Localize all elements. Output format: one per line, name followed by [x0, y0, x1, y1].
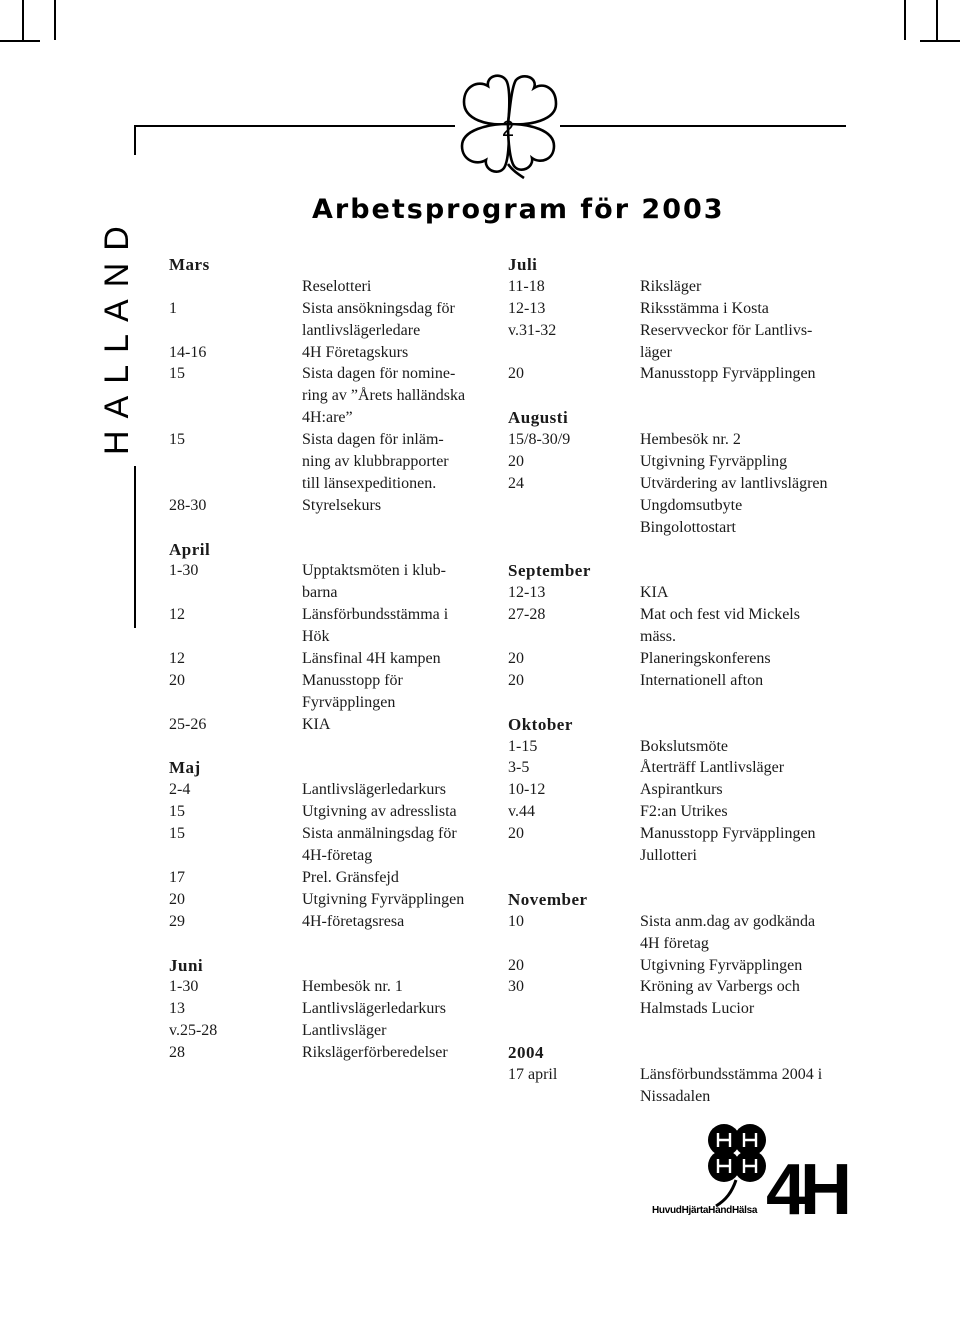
schedule-entry — [169, 976, 499, 998]
header-rule-left — [135, 125, 455, 127]
blank-line — [508, 867, 858, 889]
schedule-entry — [169, 363, 499, 385]
month-heading: Juli — [508, 255, 538, 274]
entry-date: 1-30 — [169, 978, 199, 996]
entry-date: 27-28 — [508, 606, 546, 624]
schedule-entry — [508, 911, 858, 933]
schedule-entry — [508, 495, 858, 517]
month-heading: November — [508, 889, 588, 909]
schedule-column-right — [508, 254, 858, 1108]
blank-line — [508, 692, 858, 714]
entry-text: Halmstads Lucior — [640, 1000, 755, 1018]
entry-date: 1 — [169, 299, 177, 317]
entry-text: ring av ”Årets halländska — [302, 387, 466, 405]
entry-date: 15 — [169, 825, 185, 843]
entry-date: v.44 — [508, 803, 535, 821]
entry-text: Lantlivslägerledarkurs — [302, 1000, 446, 1018]
entry-date: 15/8-30/9 — [508, 431, 571, 449]
entry-text: 4H Företagskurs — [302, 343, 409, 361]
entry-date: 17 — [169, 868, 185, 886]
entry-text: Fyrväpplingen — [302, 693, 396, 711]
entry-date: 1-30 — [169, 562, 199, 580]
entry-date: 14-16 — [169, 343, 207, 361]
blank-line — [169, 933, 499, 955]
header-rule-right — [560, 125, 846, 127]
schedule-entry — [169, 560, 499, 582]
schedule-entry — [508, 998, 858, 1020]
entry-date: 12 — [169, 650, 185, 668]
schedule-entry — [169, 1020, 499, 1042]
month-heading: September — [508, 561, 591, 581]
entry-date: 29 — [169, 912, 185, 930]
entry-date: 28-30 — [169, 496, 207, 514]
month-heading: Mars — [169, 255, 210, 274]
entry-date: 30 — [508, 978, 524, 996]
entry-date: 13 — [169, 1000, 185, 1018]
entry-text: Riksstämma i Kosta — [640, 299, 769, 317]
schedule-entry — [169, 998, 499, 1020]
schedule-entry — [169, 911, 499, 933]
schedule-entry — [508, 757, 858, 779]
schedule-entry — [508, 626, 858, 648]
schedule-entry — [508, 801, 858, 823]
entry-date: 12 — [169, 606, 185, 624]
entry-text: Länsfinal 4H kampen — [302, 650, 441, 668]
entry-text: lantlivslägerledare — [302, 321, 421, 339]
schedule-entry — [508, 670, 858, 692]
entry-text: Utgivning av adresslista — [302, 803, 457, 821]
side-rule-bottom — [134, 466, 136, 628]
side-rule-top — [134, 125, 136, 155]
schedule-entry — [169, 276, 499, 298]
schedule-entry — [169, 473, 499, 495]
crop-mark — [0, 40, 40, 42]
entry-text: Sista dagen för inläm- — [302, 431, 444, 449]
entry-text: Sista anmälningsdag för — [302, 825, 457, 843]
entry-text: mäss. — [640, 628, 676, 646]
entry-text: Hök — [302, 628, 330, 646]
entry-text: Sista ansökningsdag för — [302, 299, 455, 317]
side-title: HALLAND — [98, 214, 136, 455]
entry-text: Hembesök nr. 1 — [302, 978, 403, 996]
entry-text: Sista dagen för nomine- — [302, 365, 456, 383]
entry-text: Utgivning Fyrväppling — [640, 453, 788, 471]
entry-text: Manusstopp Fyrväpplingen — [640, 365, 816, 383]
entry-text: Planeringskonferens — [640, 650, 771, 668]
entry-date: 25-26 — [169, 715, 207, 733]
four-leaf-clover-icon — [708, 1124, 766, 1206]
entry-text: KIA — [640, 584, 669, 602]
schedule-entry — [169, 385, 499, 407]
entry-text: Mat och fest vid Mickels — [640, 606, 800, 624]
crop-mark — [920, 40, 960, 42]
entry-text: Hembesök nr. 2 — [640, 431, 741, 449]
entry-date: 1-15 — [508, 737, 538, 755]
schedule-entry — [508, 933, 858, 955]
schedule-entry — [169, 320, 499, 342]
blank-line — [508, 385, 858, 407]
schedule-entry — [169, 823, 499, 845]
crop-mark — [904, 0, 906, 40]
entry-text: Rikslägerförberedelser — [302, 1044, 448, 1062]
entry-text: 4H:are” — [302, 409, 353, 427]
schedule-entry — [508, 363, 858, 385]
entry-text: Kröning av Varbergs och — [640, 978, 800, 996]
entry-text: Ungdomsutbyte — [640, 496, 743, 514]
entry-text: Utvärdering av lantlivslägren — [640, 474, 828, 492]
month-heading: 2004 — [508, 1043, 544, 1063]
blank-line — [169, 736, 499, 758]
schedule-entry — [508, 736, 858, 758]
entry-date: 20 — [508, 650, 524, 668]
entry-text: Manusstopp för — [302, 671, 403, 689]
blank-line — [169, 517, 499, 539]
entry-date: 20 — [508, 365, 524, 383]
schedule-entry — [169, 714, 499, 736]
schedule-entry — [169, 495, 499, 517]
crop-mark — [936, 0, 938, 40]
logo-mark: 4H — [765, 1150, 847, 1220]
entry-text: Utgivning Fyrväpplingen — [640, 956, 803, 974]
entry-date: 3-5 — [508, 759, 530, 777]
logo-tagline: HuvudHjärtaHandHälsa — [652, 1205, 758, 1216]
entry-text: Jullotteri — [640, 847, 697, 865]
month-heading: Oktober — [508, 714, 573, 734]
entry-text: Reselotteri — [302, 277, 372, 295]
entry-text: Riksläger — [640, 277, 702, 295]
entry-text: läger — [640, 343, 672, 361]
entry-text: Nissadalen — [640, 1087, 711, 1105]
entry-date: v.31-32 — [508, 321, 557, 339]
entry-date: 10 — [508, 912, 524, 930]
entry-date: 10-12 — [508, 781, 546, 799]
month-heading: Juni — [169, 955, 204, 975]
entry-date: 20 — [508, 671, 524, 689]
schedule-entry — [508, 955, 858, 977]
entry-text: Länsförbundsstämma i — [302, 606, 449, 624]
entry-text: 4H-företagsresa — [302, 912, 405, 930]
entry-date: 20 — [169, 890, 185, 908]
month-heading: April — [169, 539, 211, 559]
schedule-entry — [508, 276, 858, 298]
entry-text: Reservveckor för Lantlivs- — [640, 321, 813, 339]
entry-date: v.25-28 — [169, 1022, 218, 1040]
entry-text: KIA — [302, 715, 331, 733]
entry-text: Länsförbundsstämma 2004 i — [640, 1065, 823, 1083]
schedule-entry — [169, 692, 499, 714]
entry-date: 12-13 — [508, 584, 546, 602]
entry-text: ning av klubbrapporter — [302, 453, 449, 471]
schedule-entry — [508, 845, 858, 867]
entry-text: Manusstopp Fyrväpplingen — [640, 825, 816, 843]
entry-text: barna — [302, 584, 338, 602]
schedule-entry — [508, 429, 858, 451]
entry-text: Internationell afton — [640, 671, 764, 689]
schedule-entry — [508, 779, 858, 801]
entry-text: Upptaktsmöten i klub- — [302, 562, 446, 580]
schedule-entry — [508, 298, 858, 320]
schedule-entry — [169, 845, 499, 867]
entry-date: 15 — [169, 365, 185, 383]
entry-text: Återträff Lantlivsläger — [640, 759, 785, 777]
schedule-entry — [508, 604, 858, 626]
entry-text: 4H företag — [640, 934, 709, 952]
schedule-entry — [508, 451, 858, 473]
schedule-entry — [508, 648, 858, 670]
schedule-entry — [169, 407, 499, 429]
entry-text: Sista anm.dag av godkända — [640, 912, 816, 930]
schedule-entry — [508, 1064, 858, 1086]
entry-date: 20 — [508, 825, 524, 843]
entry-text: Lantlivsläger — [302, 1022, 387, 1040]
entry-date: 11-18 — [508, 277, 545, 295]
entry-date: 24 — [508, 474, 524, 492]
page-number: 2 — [501, 116, 515, 141]
schedule-entry — [169, 626, 499, 648]
page-title: Arbetsprogram för 2003 — [312, 194, 725, 225]
schedule-entry — [169, 1042, 499, 1064]
schedule-entry — [169, 429, 499, 451]
schedule-entry — [169, 604, 499, 626]
entry-date: 20 — [169, 671, 185, 689]
entry-text: Lantlivslägerledarkurs — [302, 781, 446, 799]
schedule-entry — [169, 670, 499, 692]
entry-date: 15 — [169, 431, 185, 449]
schedule-entry — [169, 779, 499, 801]
entry-text: Prel. Gränsfejd — [302, 868, 399, 886]
schedule-entry — [508, 517, 858, 539]
schedule-entry — [508, 1086, 858, 1108]
entry-date: 12-13 — [508, 299, 546, 317]
schedule-entry — [169, 582, 499, 604]
schedule-entry — [169, 648, 499, 670]
schedule-entry — [508, 342, 858, 364]
schedule-entry — [169, 867, 499, 889]
schedule-entry — [169, 451, 499, 473]
entry-text: F2:an Utrikes — [640, 803, 728, 821]
schedule-entry — [508, 473, 858, 495]
schedule-column-left — [169, 254, 499, 1064]
entry-text: Utgivning Fyrväpplingen — [302, 890, 465, 908]
entry-date: 28 — [169, 1044, 185, 1062]
entry-date: 15 — [169, 803, 185, 821]
schedule-entry — [508, 976, 858, 998]
schedule-entry — [169, 342, 499, 364]
entry-text: till länsexpeditionen. — [302, 474, 437, 492]
entry-date: 2-4 — [169, 781, 191, 799]
entry-text: Bokslutsmöte — [640, 737, 729, 755]
entry-date: 20 — [508, 956, 524, 974]
blank-line — [508, 539, 858, 561]
schedule-entry — [169, 298, 499, 320]
crop-mark — [54, 0, 56, 40]
month-heading: Maj — [169, 758, 201, 778]
month-heading: Augusti — [508, 408, 569, 428]
blank-line — [508, 1020, 858, 1042]
entry-text: Styrelsekurs — [302, 496, 382, 514]
entry-date: 17 april — [508, 1065, 558, 1083]
crop-mark — [22, 0, 24, 40]
entry-text: 4H-företag — [302, 847, 373, 865]
entry-text: Aspirantkurs — [640, 781, 723, 799]
entry-date: 20 — [508, 453, 524, 471]
entry-text: Bingolottostart — [640, 518, 736, 536]
schedule-entry — [508, 823, 858, 845]
schedule-entry — [508, 320, 858, 342]
schedule-entry — [169, 889, 499, 911]
schedule-entry — [169, 801, 499, 823]
schedule-entry — [508, 582, 858, 604]
